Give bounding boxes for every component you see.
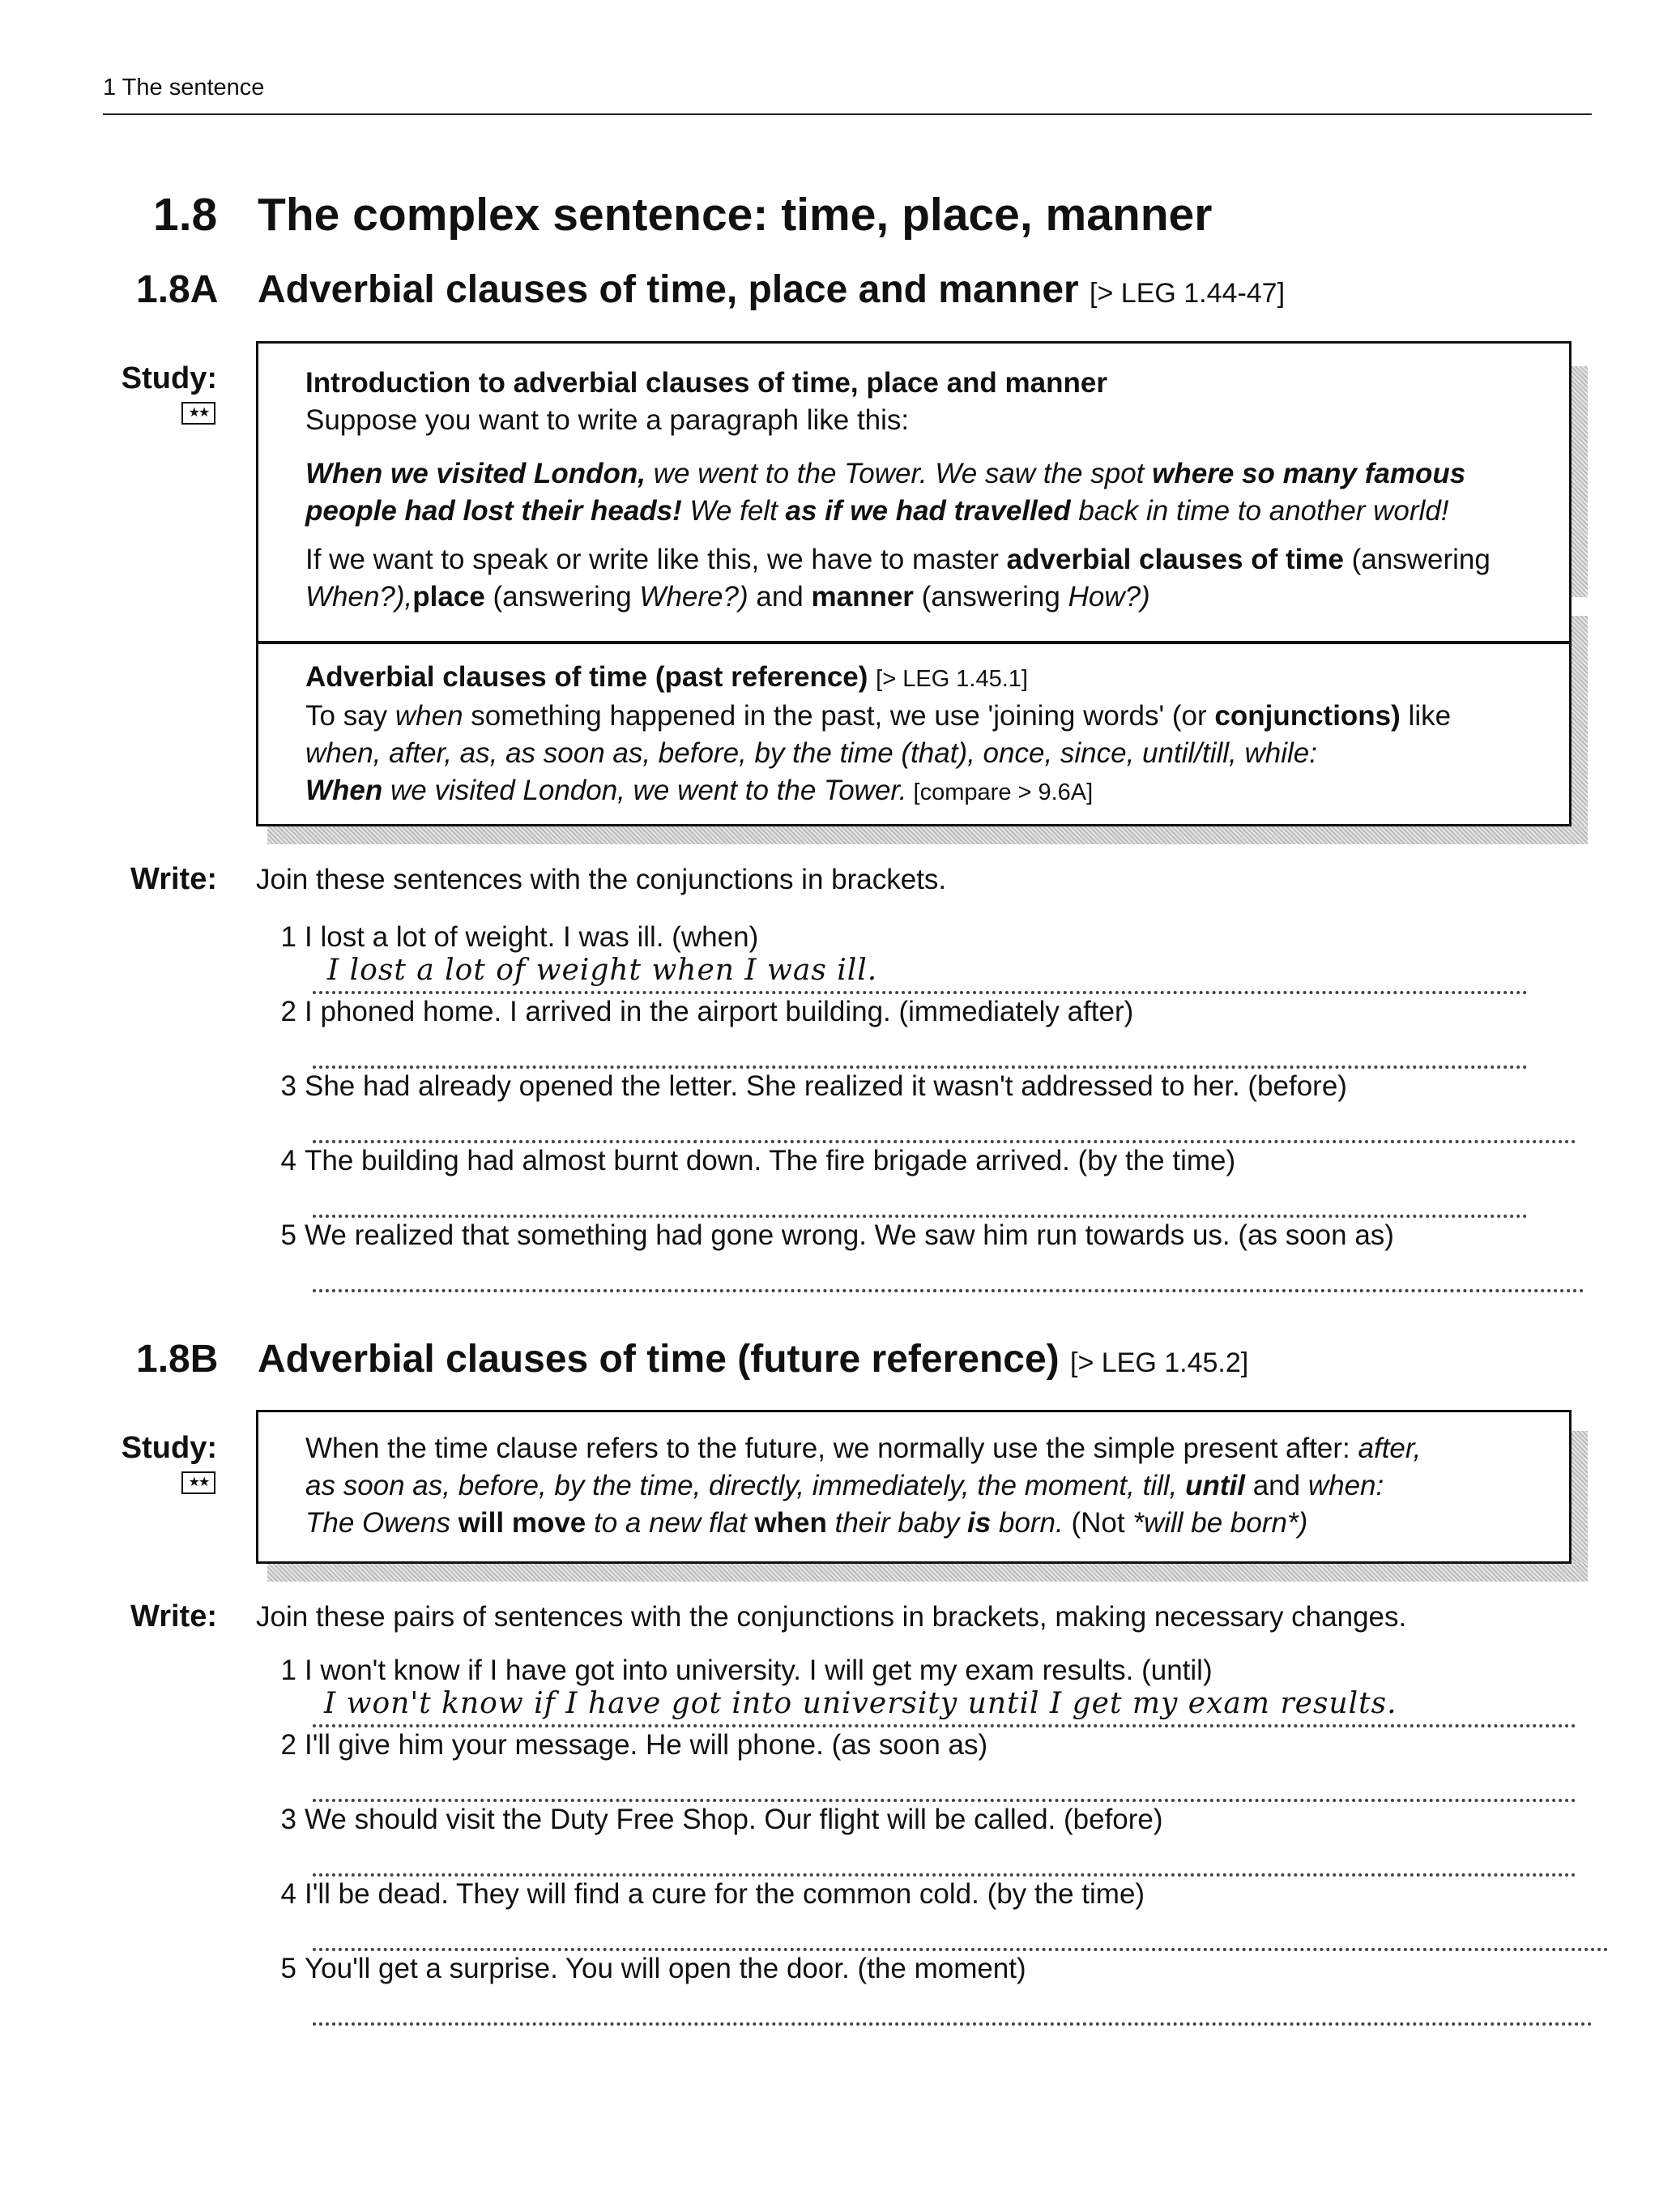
past-text: like — [1400, 700, 1452, 732]
future-bold: will move — [458, 1507, 586, 1539]
section-title: The complex sentence: time, place, manner — [258, 189, 1213, 241]
answer-line[interactable] — [313, 1185, 1528, 1218]
example-bold-3: where so many famous people had lost their heads! — [305, 458, 1466, 527]
answer-line[interactable] — [313, 1111, 1576, 1143]
item-text: You'll get a surprise. You will open the door. (the moment) — [305, 1953, 1026, 1984]
example-text-4: We felt — [681, 495, 786, 527]
part-a-heading — [258, 267, 1285, 312]
master-bold: adverbial clauses of time — [1006, 544, 1344, 575]
past-text: To say — [305, 700, 395, 732]
answer-line[interactable] — [313, 1919, 1609, 1951]
box-shadow — [1572, 1431, 1588, 1582]
future-text: and — [1244, 1470, 1308, 1501]
example-paragraph — [305, 455, 1545, 530]
handwritten-answer: I lost a lot of weight when I was ill. — [327, 954, 878, 987]
instruction-b: Join these pairs of sentences with the conjunctions in brackets, making necessary changes. — [256, 1601, 1407, 1633]
past-line-1 — [305, 698, 1553, 735]
future-block — [305, 1430, 1553, 1542]
item-number: 1 — [280, 1655, 296, 1686]
example-bold-1: When we visited London, — [305, 458, 646, 489]
exercise-item — [280, 1655, 1213, 1687]
past-line-3 — [305, 772, 1553, 811]
item-number: 2 — [280, 996, 296, 1027]
master-italic: Where?) — [639, 581, 748, 613]
study-label-a: Study: — [121, 361, 217, 395]
past-compare-ref: [compare > 9.6A] — [906, 779, 1094, 805]
item-number: 5 — [280, 1219, 296, 1251]
past-text: something happened in the past, we use 'joining words' (or — [463, 700, 1215, 732]
write-label-b: Write: — [130, 1599, 217, 1633]
example-text-2: we went to the Tower. We saw the spot — [646, 458, 1153, 489]
part-b-title: Adverbial clauses of time (future reference) — [258, 1338, 1060, 1381]
part-a-ref: [> LEG 1.44-47] — [1090, 278, 1286, 309]
exercise-item — [280, 1953, 1026, 1985]
handwritten-answer: I won't know if I have got into university until I get my exam results. — [324, 1687, 1397, 1720]
intro-title: Introduction to adverbial clauses of time, place and manner — [305, 367, 1107, 399]
item-number: 5 — [280, 1953, 296, 1984]
future-italic: their baby — [826, 1507, 968, 1539]
master-italic: When?), — [305, 581, 413, 613]
past-line-2: when, after, as, as soon as, before, by the time (that), once, since, until/till, while: — [305, 737, 1317, 769]
past-italic: when — [394, 700, 463, 732]
exercise-list-b — [280, 1655, 1617, 2043]
master-bold: manner — [811, 581, 914, 613]
study-label-b: Study: — [121, 1431, 217, 1465]
box-shadow — [1572, 366, 1588, 597]
master-text: If we want to speak or write like this, we have to master — [305, 544, 1007, 575]
header-rule — [103, 113, 1592, 115]
difficulty-stars-icon: ★★ — [181, 1471, 215, 1494]
exercise-item — [280, 1729, 988, 1761]
study-box-future — [256, 1410, 1572, 1564]
item-number: 2 — [280, 1729, 296, 1761]
future-italic: when: — [1307, 1470, 1384, 1501]
future-line-2 — [305, 1467, 1553, 1505]
past-italic: we visited London, we went to the Tower. — [382, 775, 907, 806]
example-bold-5: as if we had travelled — [785, 495, 1071, 527]
write-label-a: Write: — [130, 862, 217, 896]
answer-line[interactable] — [313, 1844, 1576, 1877]
item-text: We should visit the Duty Free Shop. Our flight will be called. (before) — [305, 1804, 1163, 1835]
intro-line: Suppose you want to write a paragraph like this: — [305, 404, 910, 436]
box-shadow — [267, 1562, 1588, 1582]
answer-line[interactable] — [313, 1770, 1576, 1802]
future-line-1 — [305, 1430, 1553, 1467]
part-b-number: 1.8B — [136, 1338, 219, 1381]
future-italic: to a new flat — [586, 1507, 755, 1539]
past-ref: [> LEG 1.45.1] — [876, 666, 1028, 692]
exercise-list-a — [280, 921, 1584, 1310]
intro-block — [305, 365, 1545, 616]
item-text: I won't know if I have got into university. I will get my exam results. (until) — [305, 1655, 1213, 1686]
part-b-heading — [258, 1337, 1248, 1381]
exercise-item — [280, 1219, 1394, 1252]
master-text: (answering — [913, 581, 1068, 613]
future-italic: born. — [991, 1507, 1064, 1539]
exercise-item — [280, 996, 1134, 1028]
master-paragraph — [305, 541, 1545, 616]
part-a-number: 1.8A — [136, 268, 219, 311]
study-box-past — [256, 642, 1572, 826]
study-box-intro — [256, 341, 1572, 643]
master-bold: place — [412, 581, 485, 613]
item-text: I'll be dead. They will find a cure for the common cold. (by the time) — [305, 1878, 1145, 1910]
exercise-item — [280, 921, 759, 954]
part-b-ref: [> LEG 1.45.2] — [1070, 1347, 1249, 1378]
part-a-title: Adverbial clauses of time, place and manner — [258, 268, 1079, 311]
instruction-a: Join these sentences with the conjunctions in brackets. — [256, 864, 947, 895]
box-shadow — [1572, 616, 1588, 828]
item-number: 1 — [280, 921, 296, 953]
item-text: I phoned home. I arrived in the airport building. (immediately after) — [305, 996, 1134, 1027]
past-block — [305, 659, 1553, 811]
master-text: (answering — [484, 581, 640, 613]
example-text-6: back in time to another world! — [1070, 495, 1449, 527]
item-text: She had already opened the letter. She realized it wasn't addressed to her. (before) — [305, 1070, 1347, 1102]
future-italic: *will be born*) — [1132, 1507, 1308, 1539]
item-text: I'll give him your message. He will phone. (as soon as) — [305, 1729, 988, 1761]
item-number: 3 — [280, 1804, 296, 1835]
future-text: When the time clause refers to the future, we normally use the simple present after: — [305, 1433, 1358, 1464]
exercise-item — [280, 1804, 1163, 1836]
future-bold-italic: until — [1185, 1470, 1245, 1501]
section-number: 1.8 — [153, 189, 218, 241]
master-italic: How?) — [1068, 581, 1150, 613]
item-text: The building had almost burnt down. The fire brigade arrived. (by the time) — [305, 1145, 1236, 1176]
future-italic: The Owens — [305, 1507, 458, 1539]
past-bold-italic: When — [305, 775, 383, 806]
item-text: We realized that something had gone wrong. We saw him run towards us. (as soon as) — [305, 1219, 1394, 1251]
answer-line[interactable] — [313, 1993, 1593, 2026]
past-title: Adverbial clauses of time (past reference) — [305, 661, 868, 693]
future-bold: when — [754, 1507, 827, 1539]
item-number: 3 — [280, 1070, 296, 1102]
running-head: 1 The sentence — [103, 75, 265, 100]
answer-line[interactable] — [313, 1260, 1584, 1292]
item-number: 4 — [280, 1145, 296, 1176]
exercise-item — [280, 1145, 1236, 1177]
past-bold: conjunctions) — [1214, 700, 1401, 732]
future-italic: after, — [1358, 1433, 1422, 1464]
future-italic: as soon as, before, by the time, directly, immediately, the moment, till, — [305, 1470, 1186, 1501]
difficulty-stars-icon: ★★ — [181, 402, 215, 425]
master-text: and — [748, 581, 812, 613]
exercise-item — [280, 1070, 1347, 1103]
answer-line[interactable] — [313, 1036, 1528, 1069]
item-number: 4 — [280, 1878, 296, 1910]
item-text: I lost a lot of weight. I was ill. (when) — [305, 921, 759, 953]
future-bold-italic: is — [967, 1507, 992, 1539]
box-shadow — [267, 825, 1588, 844]
master-text: (answering — [1343, 544, 1491, 575]
exercise-item — [280, 1878, 1145, 1911]
future-text: (Not — [1063, 1507, 1133, 1539]
future-line-3 — [305, 1505, 1553, 1542]
past-title-line — [305, 659, 1553, 698]
